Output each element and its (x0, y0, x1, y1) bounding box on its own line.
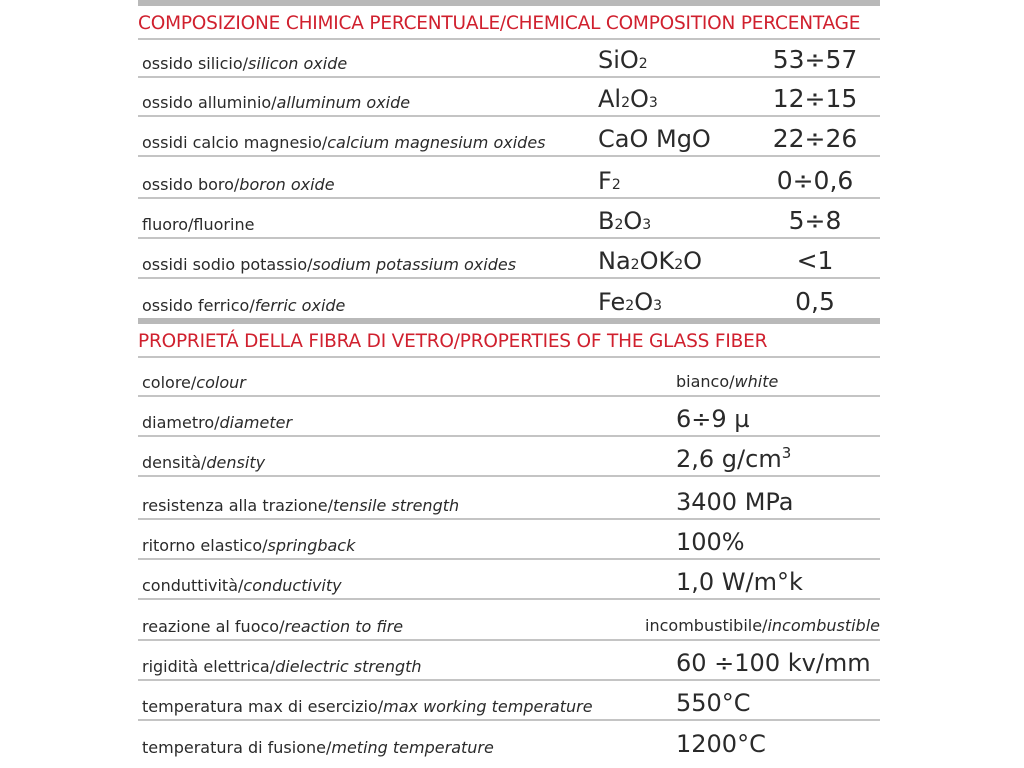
property-row (138, 475, 880, 518)
chemical-formula: F2 (598, 167, 621, 195)
chemical-formula: Al2O3 (598, 85, 658, 113)
chemical-row (138, 38, 880, 76)
property-row (138, 558, 880, 598)
properties-section-title: PROPRIETÁ DELLA FIBRA DI VETRO/PROPERTIES OF THE GLASS FIBER (138, 331, 768, 352)
property-row (138, 395, 880, 435)
percentage-value: 5÷8 (788, 206, 842, 235)
chemical-formula: CaO MgO (598, 125, 711, 153)
chemical-row (138, 277, 880, 318)
percentage-value: <1 (796, 246, 834, 275)
property-row (138, 679, 880, 719)
property-row (138, 435, 880, 475)
percentage-value: 53÷57 (772, 45, 858, 74)
row-label: fluoro/fluorine (142, 215, 255, 234)
row-label: conduttività/conductivity (142, 576, 342, 595)
percentage-value: 12÷15 (772, 84, 858, 113)
property-row (138, 639, 880, 679)
chemical-section-title: COMPOSIZIONE CHIMICA PERCENTUALE/CHEMICAL COMPOSITION PERCENTAGE (138, 13, 861, 34)
row-label: rigidità elettrica/dielectric strength (142, 657, 422, 676)
property-value: bianco/white (676, 372, 779, 391)
property-value: 100% (676, 528, 745, 556)
property-value: 60 ÷100 kv/mm (676, 649, 871, 677)
property-value: 1200°C (676, 730, 766, 758)
row-label: ritorno elastico/springback (142, 536, 356, 555)
property-row (138, 518, 880, 558)
row-label: reazione al fuoco/reaction to fire (142, 617, 404, 636)
spec-sheet (138, 0, 880, 768)
chemical-row (138, 155, 880, 197)
row-label: ossidi calcio magnesio/calcium magnesium oxides (142, 133, 546, 152)
row-label: temperatura max di esercizio/max working temperature (142, 697, 593, 716)
property-value: 3400 MPa (676, 488, 794, 516)
row-label: densità/density (142, 453, 266, 472)
property-value: 6÷9 µ (676, 405, 750, 433)
chemical-row (138, 237, 880, 277)
row-label: ossido silicio/silicon oxide (142, 54, 348, 73)
chemical-formula: B2O3 (598, 207, 652, 235)
chemical-formula: Na2OK2O (598, 247, 703, 275)
chemical-formula: SiO2 (598, 46, 648, 74)
chemical-row (138, 197, 880, 237)
property-row (138, 719, 880, 760)
property-value: 550°C (676, 689, 751, 717)
property-row (138, 598, 880, 639)
property-value: incombustibile/incombustible (645, 616, 880, 635)
percentage-value: 22÷26 (772, 124, 858, 153)
row-label: ossido ferrico/ferric oxide (142, 296, 346, 315)
percentage-value: 0÷0,6 (776, 166, 854, 195)
row-label: colore/colour (142, 373, 246, 392)
row-label: ossidi sodio potassio/sodium potassium oxides (142, 255, 517, 274)
percentage-value: 0,5 (795, 287, 835, 316)
chemical-row (138, 76, 880, 115)
property-row (138, 356, 880, 395)
row-label: ossido boro/boron oxide (142, 175, 335, 194)
row-label: ossido alluminio/alluminum oxide (142, 93, 411, 112)
chemical-formula: Fe2O3 (598, 288, 662, 316)
row-label: diametro/diameter (142, 413, 293, 432)
property-value: 2,6 $g/cm^3$ (676, 444, 792, 473)
property-value: 1,0 W/m°k (676, 568, 803, 596)
row-label: temperatura di fusione/meting temperature (142, 738, 494, 757)
chemical-row (138, 115, 880, 155)
row-label: resistenza alla trazione/tensile strength (142, 496, 460, 515)
